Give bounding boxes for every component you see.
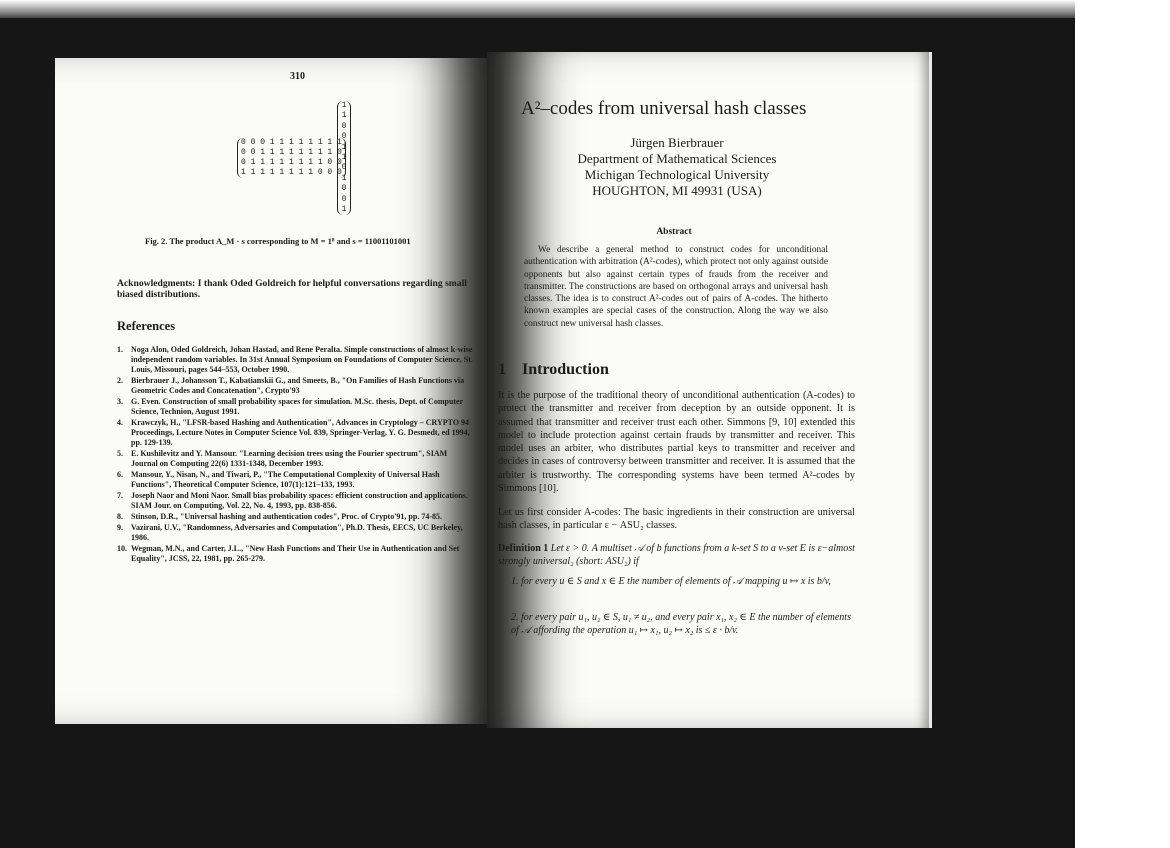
intro-paragraph-1: It is the purpose of the traditional theory of unconditional authentication (A-codes) to protect the transmitter and receiver from deception by an outside opponent. It is assumed that transmitter and receiver trust each other. Simmons [9, 10] extended this model to include protection against certain frauds by transmitter and receiver. This model uses an arbiter, who distributes partial keys to transmitter and receiver and decides in cases of controversy between transmitter and receiver. It is assumed that the arbiter is trustworthy. The corresponding systems have been termed A²-codes by Simmons [10]. xyxy=(498,390,855,495)
reference-number: 6. xyxy=(117,470,123,479)
vector-entry: 1 xyxy=(341,142,347,152)
left-page xyxy=(55,58,493,724)
reference-text: Stinson, D.R., "Universal hashing and authentication codes", Proc. of Crypto'91, pp. 74-85. xyxy=(131,512,442,521)
reference-number: 4. xyxy=(117,418,123,427)
item-text: for every pair u₁, u₂ ∈ S, u₁ ≠ u₂, and every pair x₁, x₂ ∈ E the number of elements of 𝒜 affording the operation u₁ ↦ x₁, u₂ ↦ x₂ is ≤ ε · b/v. xyxy=(511,612,851,636)
item-number: 1. xyxy=(511,576,519,587)
section-number: 1 xyxy=(498,361,506,378)
intro-paragraph-2: Let us first consider A-codes: The basic ingredients in their construction are universal hash classes, in particular ε − ASU₂ classes. xyxy=(498,507,855,532)
figure-caption: Fig. 2. The product A_M · s corresponding to M = 1⁸ and s = 11001101001 xyxy=(145,236,411,246)
matrix xyxy=(237,138,346,178)
reference-text: E. Kushilevitz and Y. Mansour. "Learning decision trees using the Fourier spectrum", SIAM Journal on Computing 22(6) 1331-1348, December 1993. xyxy=(131,449,448,468)
reference-item xyxy=(117,345,473,375)
references-list xyxy=(117,345,473,565)
vector-entry: 1 xyxy=(341,101,347,110)
reference-item xyxy=(117,470,473,490)
definition-item xyxy=(511,612,855,637)
reference-number: 2. xyxy=(117,376,123,385)
reference-number: 1. xyxy=(117,345,123,354)
author-block xyxy=(527,135,827,199)
reference-item xyxy=(117,376,473,396)
reference-text: Mansour, Y., Nisan, N., and Tiwari, P., "The Computational Complexity of Universal Hash Functions", Theoretical Computer Science, 107(1):121–133, 1993. xyxy=(131,470,440,489)
reference-text: G. Even. Construction of small probability spaces for simulation. M.Sc. thesis, Dept. of Computer Science, Technion, August 1991. xyxy=(131,397,464,416)
reference-item xyxy=(117,544,473,564)
page-number: 310 xyxy=(290,71,305,82)
references-heading: References xyxy=(117,319,176,333)
vector-entry: 1 xyxy=(341,205,347,215)
reference-item xyxy=(117,491,473,511)
author-university: Michigan Technological University xyxy=(584,167,770,182)
reference-number: 3. xyxy=(117,397,123,406)
reference-item xyxy=(117,512,473,522)
vector-entry: 1 xyxy=(341,173,347,183)
vector-entry: 1 xyxy=(341,111,347,121)
right-page xyxy=(487,52,932,728)
reference-text: Vazirani, U.V., "Randomness, Adversaries and Computation", Ph.D. Thesis, EECS, UC Berkeley, 1986. xyxy=(131,523,463,542)
matrix-row: 0 1 1 1 1 1 1 1 1 0 0 xyxy=(241,158,342,167)
reference-text: Noga Alon, Oded Goldreich, Johan Hastad, and Rene Peralta. Simple constructions of almost k-wise independent random variables. In 31st Annual Symposium on Foundations of Computer Science, St. Louis, Missouri, pages 544–553, October 1990. xyxy=(131,345,473,374)
reference-number: 5. xyxy=(117,449,123,458)
reference-number: 7. xyxy=(117,491,123,500)
definition-text: Let ε > 0. A multiset 𝒜 of b functions from a k-set S to a v-set E is ε−almost strongly universal₂ (short: ASU₂) if xyxy=(498,543,855,567)
vector xyxy=(337,101,351,215)
reference-text: Krawczyk, H., "LFSR-based Hashing and Authentication", Advances in Cryptology – CRYPTO 94 Proceedings, Lecture Notes in Computer Science Vol. 839, Springer-Verlag, Y. G. Desmedt, ed 1994, pp. 129-139. xyxy=(131,418,470,447)
definition-item xyxy=(511,576,855,589)
reference-number: 8. xyxy=(117,512,123,521)
abstract-heading: Abstract xyxy=(656,227,692,237)
definition xyxy=(498,542,855,568)
reference-text: Wegman, M.N., and Carter, J.L., "New Hash Functions and Their Use in Authentication and Set Equality", JCSS, 22, 1981, pp. 265-279. xyxy=(131,544,460,563)
page-edge xyxy=(929,52,932,728)
reference-number: 9. xyxy=(117,523,123,532)
vector-entry: 0 xyxy=(341,132,347,142)
reference-item xyxy=(117,397,473,417)
matrix-row: 0 0 0 1 1 1 1 1 1 1 1 xyxy=(241,138,342,147)
reference-text: Bierbrauer J., Johansson T., Kabatianskii G., and Smeets, B., "On Families of Hash Functions via Geometric Codes and Concatenation", Crypto'93 xyxy=(131,376,465,395)
author-affiliation: Department of Mathematical Sciences xyxy=(577,151,777,166)
author-address: HOUGHTON, MI 49931 (USA) xyxy=(592,183,762,198)
reference-item xyxy=(117,523,473,543)
vector-entry: 0 xyxy=(341,184,347,194)
item-number: 2. xyxy=(511,612,519,623)
reference-text: Joseph Naor and Moni Naor. Small bias probability spaces: efficient construction and applications. SIAM Jour. on Computing, Vol. 22, No. 4, 1993, pp. 838-856. xyxy=(131,491,468,510)
reference-item xyxy=(117,418,473,448)
reference-number: 10. xyxy=(117,544,127,553)
matrix-row: 0 0 1 1 1 1 1 1 1 1 0 xyxy=(241,148,342,157)
vector-entry: 0 xyxy=(341,194,347,204)
reference-item xyxy=(117,449,473,469)
section-heading xyxy=(498,361,609,379)
vector-entry: 0 xyxy=(341,163,347,173)
vector-entry: 0 xyxy=(341,121,347,131)
author-name: Jürgen Bierbrauer xyxy=(630,135,724,150)
vector-entry: 1 xyxy=(341,153,347,163)
abstract-text: We describe a general method to construct codes for unconditional authentication with arbitration (A²-codes), which protect not only against outside opponents but also against certain types of frauds from the receiver and transmitter. The constructions are based on orthogonal arrays and universal hash classes. The idea is to construct A²-codes out of pairs of A-codes. The hitherto known examples are special cases of the construction. Along the way we also construct new universal hash classes. xyxy=(524,245,828,329)
definition-label: Definition 1 xyxy=(498,543,549,554)
acknowledgments: Acknowledgments: I thank Oded Goldreich for helpful conversations regarding small biased distributions. xyxy=(117,278,467,300)
section-title: Introduction xyxy=(522,361,609,378)
paper-title: A²–codes from universal hash classes xyxy=(521,98,807,119)
matrix-row: 1 1 1 1 1 1 1 1 0 0 0 xyxy=(241,168,342,177)
item-text: for every u ∈ S and x ∈ E the number of elements of 𝒜 mapping u ↦ x is b/v, xyxy=(521,576,831,587)
